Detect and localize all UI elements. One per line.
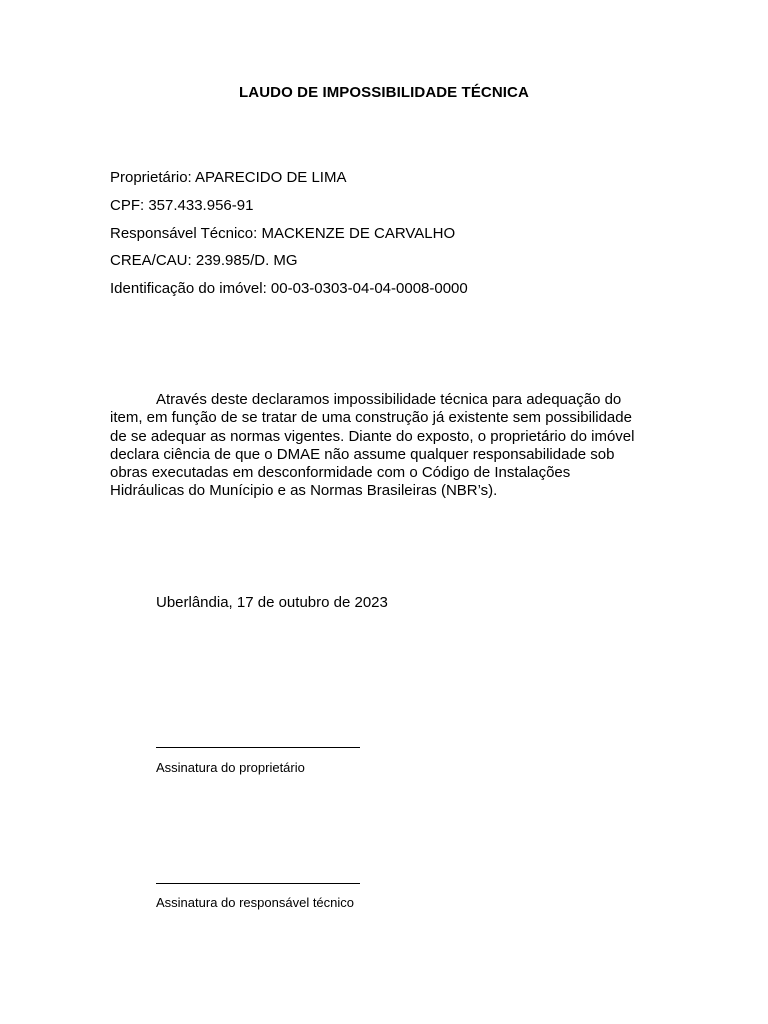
- owner-signature-line: [156, 747, 360, 748]
- technical-signature-label: Assinatura do responsável técnico: [156, 895, 355, 910]
- place-date: Uberlândia, 17 de outubro de 2023: [156, 594, 388, 611]
- technical-signature-line: [156, 883, 360, 884]
- property-id-line: Identificação do imóvel: 00-03-0303-04-04-0008-0000: [110, 280, 468, 297]
- owner-line: Proprietário: APARECIDO DE LIMA: [110, 169, 347, 186]
- crea-cau-line: CREA/CAU: 239.985/D. MG: [110, 252, 298, 269]
- cpf-line: CPF: 357.433.956-91: [110, 197, 254, 214]
- declaration-paragraph: Através deste declaramos impossibilidade técnica para adequação do item, em função de se tratar de uma construção já existente sem possibilidade de se adequar as normas vigentes. Diante do exposto, o proprietário do imóvel declara ciência de que o DMAE não assume qualquer responsabilidade sob obras executadas em desconformidade com o Código de Instalações Hidráulicas do Munícipio e as Normas Brasileiras (NBR’s).: [110, 391, 635, 500]
- owner-signature-label: Assinatura do proprietário: [156, 760, 305, 775]
- technical-responsible-line: Responsável Técnico: MACKENZE DE CARVALHO: [110, 225, 456, 242]
- document-title: LAUDO DE IMPOSSIBILIDADE TÉCNICA: [239, 84, 529, 101]
